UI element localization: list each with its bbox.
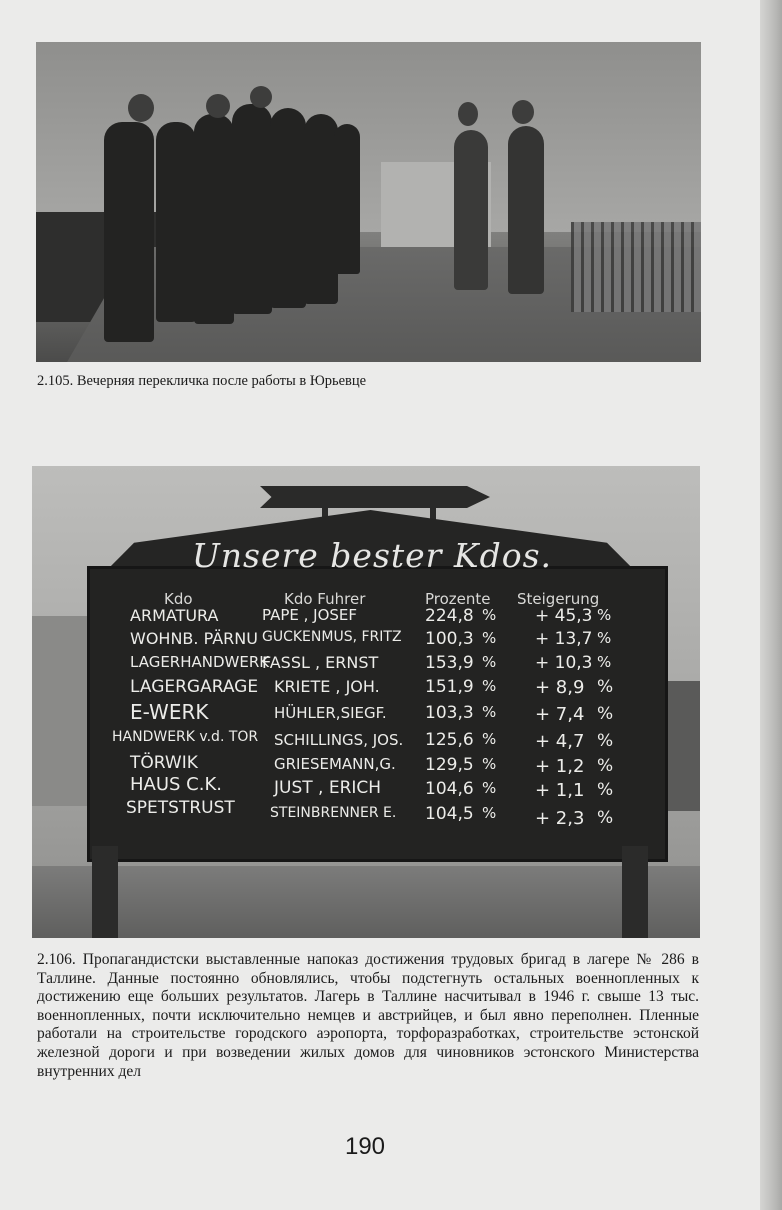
- photo-evening-rollcall: [36, 42, 701, 362]
- row-steigerung-unit: %: [597, 780, 614, 800]
- row-steigerung: + 1,1: [535, 780, 585, 801]
- prisoner-figure: [232, 104, 272, 314]
- row-steigerung-unit: %: [597, 629, 612, 647]
- row-prozente: 103,3: [425, 703, 474, 723]
- row-kdo: LAGERHANDWERK: [130, 653, 270, 671]
- board-leg: [92, 846, 118, 938]
- row-prozente-unit: %: [482, 804, 497, 822]
- prisoner-figure: [104, 122, 154, 342]
- row-steigerung-unit: %: [597, 653, 612, 671]
- row-prozente: 125,6: [425, 730, 474, 750]
- row-prozente: 151,9: [425, 677, 474, 697]
- page-edge: [760, 0, 782, 1210]
- row-kdo: E-WERK: [130, 700, 209, 724]
- prisoner-head: [250, 86, 272, 108]
- row-fuhrer: PAPE , JOSEF: [262, 606, 358, 624]
- header-fuhrer: Kdo Fuhrer: [284, 590, 366, 608]
- row-prozente: 100,3: [425, 629, 474, 649]
- row-steigerung-unit: %: [597, 677, 614, 697]
- row-steigerung: + 7,4: [535, 704, 585, 725]
- row-steigerung-unit: %: [597, 704, 614, 724]
- row-fuhrer: STEINBRENNER E.: [270, 805, 397, 821]
- photo-building-left: [32, 616, 87, 806]
- row-kdo: ARMATURA: [130, 606, 219, 625]
- row-prozente: 153,9: [425, 653, 474, 673]
- prisoner-figure: [270, 108, 306, 308]
- arrow-sign: [260, 486, 490, 508]
- row-fuhrer: FASSL , ERNST: [262, 653, 379, 672]
- row-kdo: HAUS C.K.: [130, 774, 222, 795]
- header-kdo: Kdo: [164, 590, 193, 608]
- prisoner-figure: [156, 122, 196, 322]
- row-steigerung: + 10,3: [535, 653, 593, 673]
- prisoner-head: [128, 94, 154, 122]
- photo-ground: [32, 866, 700, 938]
- row-prozente: 129,5: [425, 755, 474, 775]
- row-prozente-unit: %: [482, 677, 497, 695]
- caption-2-105: 2.105. Вечерняя перекличка после работы в Юрьевце: [37, 373, 367, 389]
- row-prozente-unit: %: [482, 606, 497, 624]
- row-steigerung: + 4,7: [535, 731, 585, 752]
- row-fuhrer: SCHILLINGS, JOS.: [274, 731, 404, 749]
- prisoner-figure: [304, 114, 338, 304]
- row-kdo: LAGERGARAGE: [130, 677, 259, 697]
- row-steigerung-unit: %: [597, 756, 614, 776]
- officer-head: [512, 100, 534, 124]
- header-prozente: Prozente: [425, 590, 491, 608]
- board-title: Unsere bester Kdos.: [191, 536, 553, 575]
- row-prozente: 104,5: [425, 804, 474, 824]
- row-fuhrer: JUST , ERICH: [274, 778, 382, 798]
- photo-fence: [571, 222, 701, 312]
- row-fuhrer: GRIESEMANN,G.: [274, 755, 396, 773]
- row-steigerung: + 45,3: [535, 606, 593, 626]
- prisoner-figure: [194, 114, 234, 324]
- row-prozente-unit: %: [482, 755, 497, 773]
- row-prozente-unit: %: [482, 730, 497, 748]
- row-steigerung-unit: %: [597, 606, 612, 624]
- row-kdo: WOHNB. PÄRNU: [130, 629, 258, 648]
- row-steigerung: + 1,2: [535, 756, 585, 777]
- board-leg: [622, 846, 648, 938]
- row-kdo: TÖRWIK: [130, 753, 198, 773]
- row-prozente-unit: %: [482, 653, 497, 671]
- row-steigerung-unit: %: [597, 731, 614, 751]
- prisoner-head: [206, 94, 230, 118]
- row-kdo: HANDWERK v.d. TOR: [112, 729, 259, 745]
- row-fuhrer: HÜHLER,SIEGF.: [274, 704, 387, 722]
- row-steigerung: + 2,3: [535, 808, 585, 829]
- prisoner-figure: [334, 124, 360, 274]
- page-number: 190: [344, 1133, 386, 1160]
- row-prozente: 104,6: [425, 779, 474, 799]
- caption-2-106: 2.106. Пропагандистски выставленные напоказ достижения трудовых бригад в лагере № 286 в Таллине. Данные постоянно обновлялись, чтобы подстегнуть остальных военнопленных к достижению еще больших результатов. Лагерь в Таллине насчитывал в 1946 г. свыше 13 тыс. военнопленных, почти исключительно немцев и австрийцев, и был явно переполнен. Пленные работали на строительстве городского аэропорта, торфоразработках, строительстве эстонской железной дороги и при возведении жилых домов для чиновников эстонского Министерства внутренних дел: [37, 951, 699, 1080]
- officer-figure: [508, 126, 544, 294]
- officer-figure: [454, 130, 488, 290]
- header-steigerung: Steigerung: [517, 590, 600, 608]
- row-steigerung: + 8,9: [535, 677, 585, 698]
- row-prozente-unit: %: [482, 779, 497, 797]
- officer-head: [458, 102, 478, 126]
- row-prozente-unit: %: [482, 629, 497, 647]
- row-fuhrer: GUCKENMUS, FRITZ: [262, 629, 402, 645]
- row-steigerung: + 13,7: [535, 629, 593, 649]
- photo-scoreboard: [32, 466, 700, 938]
- row-prozente-unit: %: [482, 703, 497, 721]
- row-fuhrer: KRIETE , JOH.: [274, 677, 380, 696]
- row-prozente: 224,8: [425, 606, 474, 626]
- row-steigerung-unit: %: [597, 808, 614, 828]
- row-kdo: SPETSTRUST: [126, 798, 235, 818]
